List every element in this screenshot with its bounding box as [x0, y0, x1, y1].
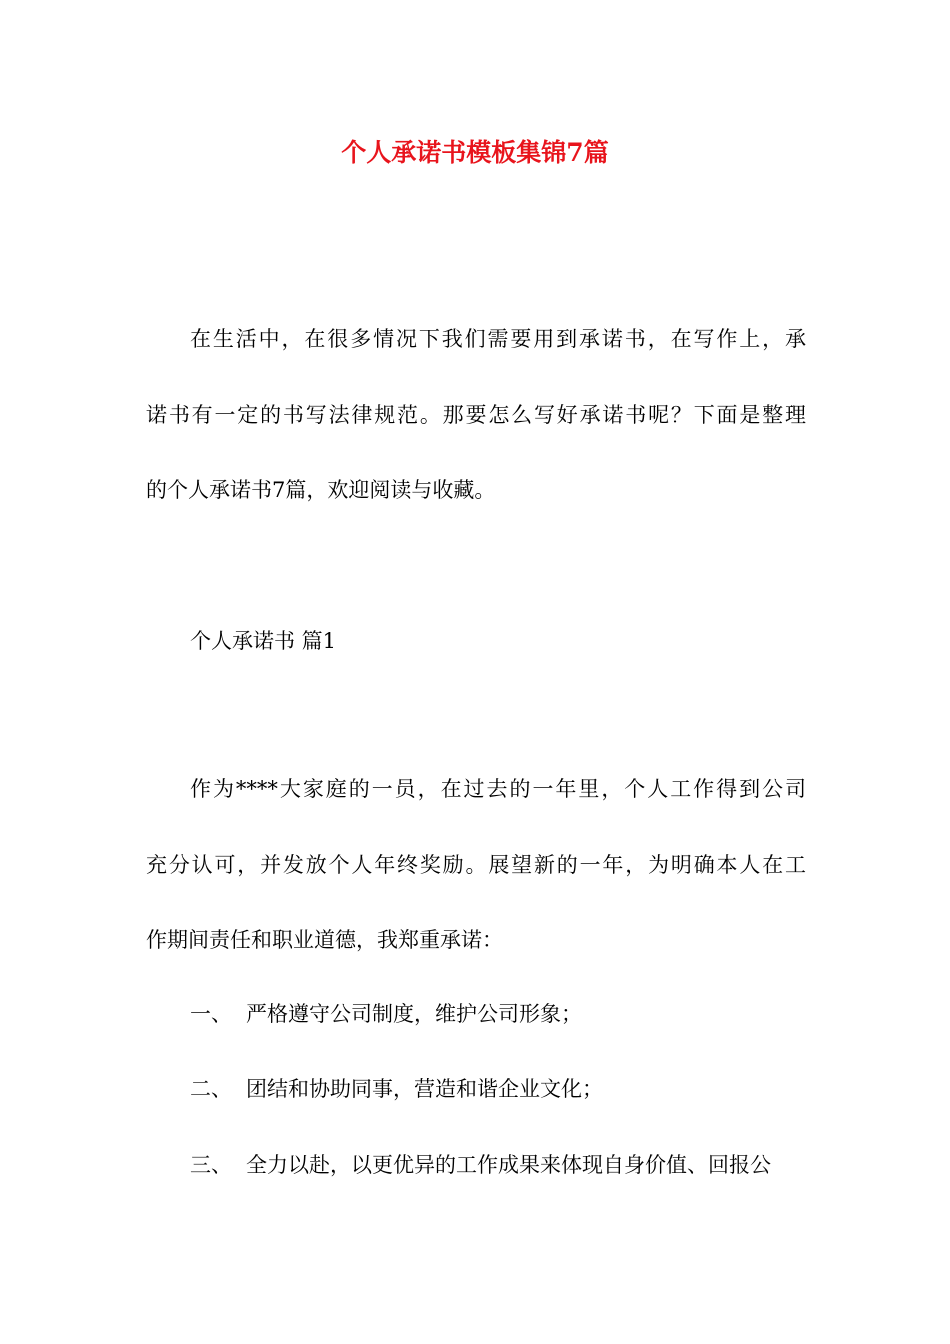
list-item-text: 团结和协助同事，营造和谐企业文化；	[246, 1077, 603, 1101]
intro-paragraph-line-1: 在生活中，在很多情况下我们需要用到承诺书，在写作上，承	[190, 327, 806, 351]
body-paragraph-line-3: 作期间责任和职业道德，我郑重承诺：	[146, 928, 503, 952]
intro-paragraph-line-2: 诺书有一定的书写法律规范。那要怎么写好承诺书呢？下面是整理	[146, 403, 806, 427]
document-title: 个人承诺书模板集锦7篇	[341, 138, 609, 167]
intro-paragraph-line-3: 的个人承诺书7篇，欢迎阅读与收藏。	[146, 478, 496, 502]
list-item-number: 二、	[190, 1077, 232, 1101]
list-item-text: 严格遵守公司制度，维护公司形象；	[246, 1002, 582, 1026]
section-heading: 个人承诺书 篇1	[190, 629, 337, 653]
list-item-number: 一、	[190, 1002, 232, 1026]
list-item-number: 三、	[190, 1153, 232, 1177]
list-item-text: 全力以赴，以更优异的工作成果来体现自身价值、回报公	[246, 1153, 771, 1177]
list-item	[190, 1074, 810, 1104]
list-item	[190, 1150, 810, 1180]
body-paragraph-line-2: 充分认可，并发放个人年终奖励。展望新的一年，为明确本人在工	[146, 853, 806, 877]
list-item	[190, 999, 810, 1029]
body-paragraph-line-1: 作为****大家庭的一员，在过去的一年里，个人工作得到公司	[190, 777, 806, 801]
